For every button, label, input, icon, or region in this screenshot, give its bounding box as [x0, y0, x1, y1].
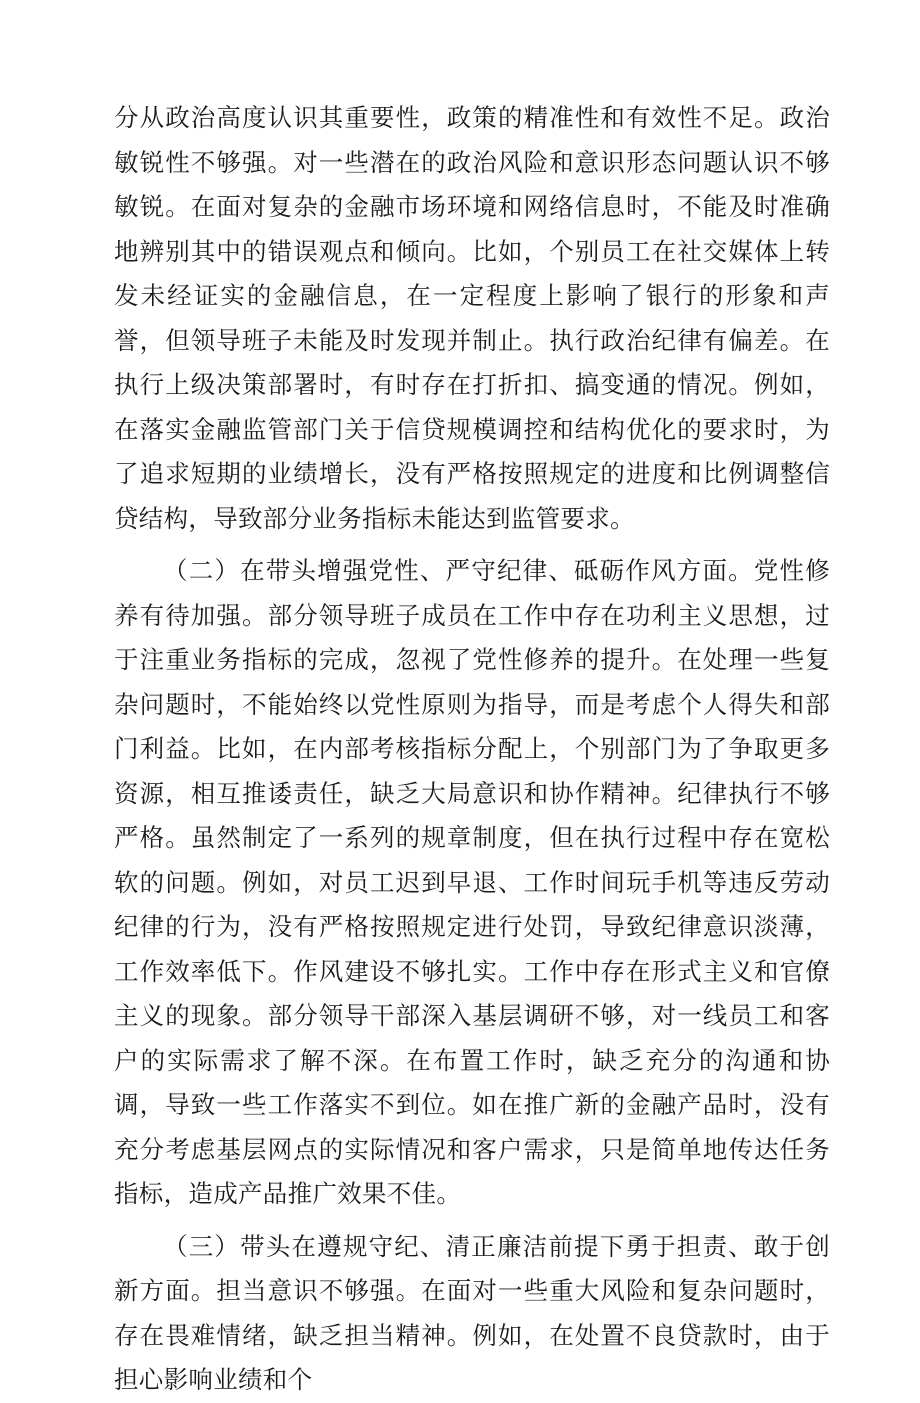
paragraph-3: （三）带头在遵规守纪、清正廉洁前提下勇于担责、敢于创新方面。担当意识不够强。在面对一些重大风险和复杂问题时，存在畏难情绪，缺乏担当精神。例如，在处置不良贷款时，由于担心影响业绩和个 — [114, 1231, 830, 1394]
paragraph-2: （二）在带头增强党性、严守纪律、砥砺作风方面。党性修养有待加强。部分领导班子成员在工作中存在功利主义思想，过于注重业务指标的完成，忽视了党性修养的提升。在处理一些复杂问题时，不能始终以党性原则为指导，而是考虑个人得失和部门利益。比如，在内部考核指标分配上，个别部门为了争取更多资源，相互推诿责任，缺乏大局意识和协作精神。纪律执行不够严格。虽然制定了一系列的规章制度，但在执行过程中存在宽松软的问题。例如，对员工迟到早退、工作时间玩手机等违反劳动纪律的行为，没有严格按照规定进行处罚，导致纪律意识淡薄，工作效率低下。作风建设不够扎实。工作中存在形式主义和官僚主义的现象。部分领导干部深入基层调研不够，对一线员工和客户的实际需求了解不深。在布置工作时，缺乏充分的沟通和协调，导致一些工作落实不到位。如在推广新的金融产品时，没有充分考虑基层网点的实际情况和客户需求，只是简单地传达任务指标，造成产品推广效果不佳。 — [114, 556, 830, 1208]
paragraph-1: 分从政治高度认识其重要性，政策的精准性和有效性不足。政治敏锐性不够强。对一些潜在的政治风险和意识形态问题认识不够敏锐。在面对复杂的金融市场环境和网络信息时，不能及时准确地辨别其中的错误观点和倾向。比如，个别员工在社交媒体上转发未经证实的金融信息，在一定程度上影响了银行的形象和声誉，但领导班子未能及时发现并制止。执行政治纪律有偏差。在执行上级决策部署时，有时存在打折扣、搞变通的情况。例如，在落实金融监管部门关于信贷规模调控和结构优化的要求时，为了追求短期的业绩增长，没有严格按照规定的进度和比例调整信贷结构，导致部分业务指标未能达到监管要求。 — [114, 103, 830, 533]
document-body — [114, 96, 830, 1403]
